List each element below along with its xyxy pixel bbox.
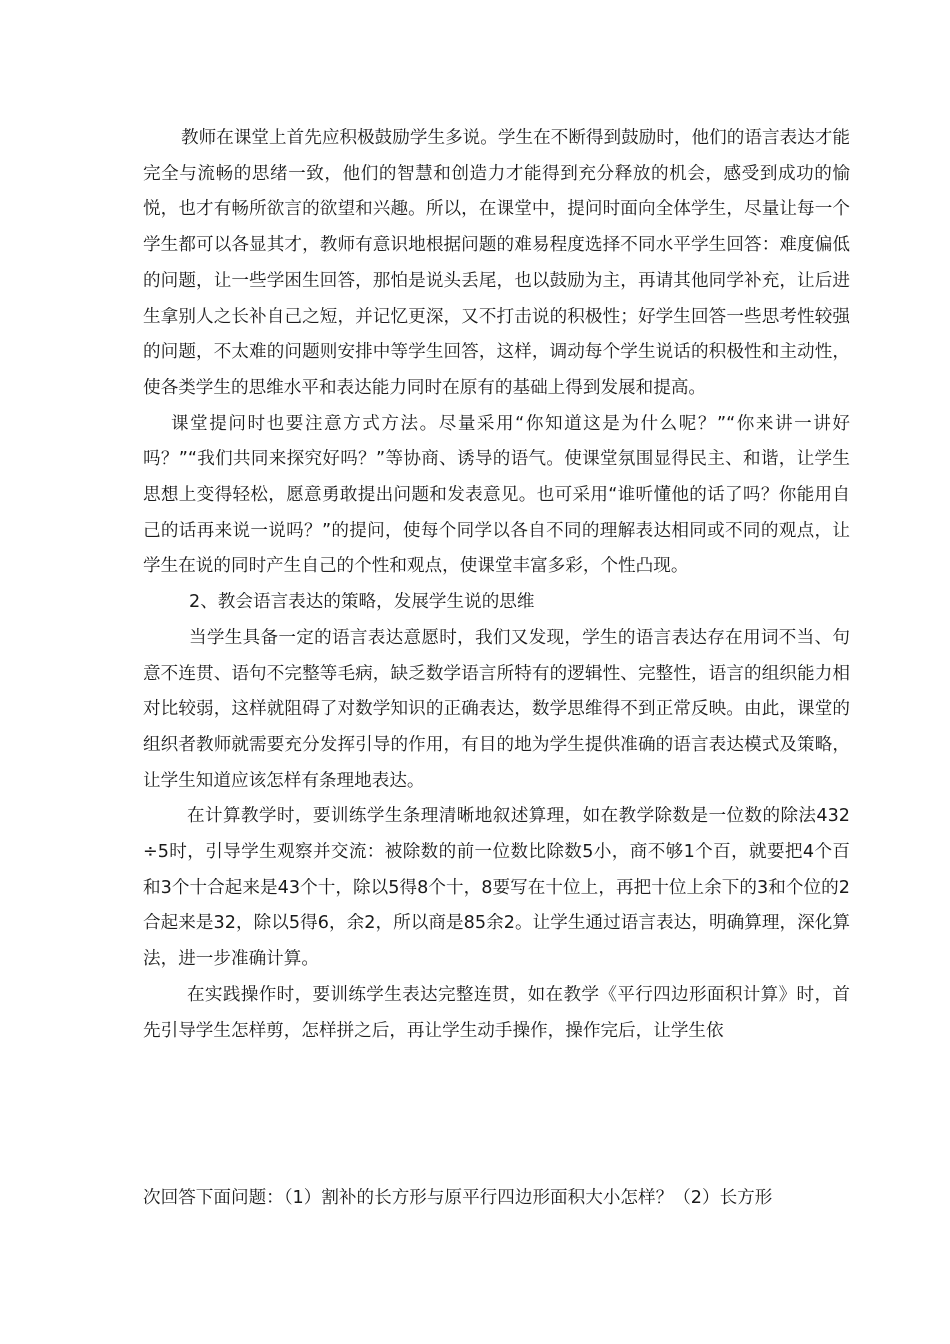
paragraph-questioning-method: 课堂提问时也要注意方式方法。尽量采用“你知道这是为什么呢？”“你来讲一讲好吗？”“我们共同来探究好吗？”等协商、诱导的语气。使课堂氛围显得民主、和谐，让学生思想上变得轻松，愿意勇敢提出问题和发表意见。也可采用“谁听懂他的话了吗？你能用自己的话再来说一说吗？”的提问，使每个同学以各自不同的理解表达相同或不同的观点，让学生在说的同时产生自己的个性和观点，使课堂丰富多彩，个性凸现。	[143, 413, 850, 577]
paragraph-expression-strategy: 当学生具备一定的语言表达意愿时，我们又发现，学生的语言表达存在用词不当、句意不连贯、语句不完整等毛病，缺乏数学语言所特有的逻辑性、完整性，语言的组织能力相对比较弱，这样就阻碍了对数学知识的正确表达，数学思维得不到正常反映。由此，课堂的组织者教师就需要充分发挥引导的作用，有目的地为学生提供准确的语言表达模式及策略，让学生知道应该怎样有条理地表达。	[143, 627, 850, 791]
paragraph-encourage-speaking: 教师在课堂上首先应积极鼓励学生多说。学生在不断得到鼓励时，他们的语言表达才能完全与流畅的思绪一致，他们的智慧和创造力才能得到充分释放的机会，感受到成功的愉悦，也才有畅所欲言的欲望和兴趣。所以，在课堂中，提问时面向全体学生，尽量让每一个学生都可以各显其才，教师有意识地根据问题的难易程度选择不同水平学生回答：难度偏低的问题，让一些学困生回答，那怕是说头丢尾，也以鼓励为主，再请其他同学补充，让后进生拿别人之长补自己之短，并记忆更深，又不打击说的积极性；好学生回答一些思考性较强的问题，不太难的问题则安排中等学生回答，这样，调动每个学生说话的积极性和主动性，使各类学生的思维水平和表达能力同时在原有的基础上得到发展和提高。	[143, 128, 850, 398]
paragraph-practice-operation: 在实践操作时，要训练学生表达完整连贯，如在教学《平行四边形面积计算》时，首先引导学生怎样剪，怎样拼之后，再让学生动手操作，操作完后，让学生依	[143, 984, 850, 1041]
document-body	[143, 121, 850, 1049]
paragraph-calculation-teaching: 在计算教学时，要训练学生条理清晰地叙述算理，如在教学除数是一位数的除法432÷5时，引导学生观察并交流：被除数的前一位数比除数5小，商不够1个百，就要把4个百和3个十合起来是43个十，除以5得8个十，8要写在十位上，再把十位上余下的3和个位的2合起来是32，除以5得6，余2，所以商是85余2。让学生通过语言表达，明确算理，深化算法，进一步准确计算。	[143, 806, 850, 970]
section-heading: 2、教会语言表达的策略，发展学生说的思维	[189, 592, 535, 613]
continued-line: 次回答下面问题：（1）割补的长方形与原平行四边形面积大小怎样？（2）长方形	[143, 1188, 773, 1208]
